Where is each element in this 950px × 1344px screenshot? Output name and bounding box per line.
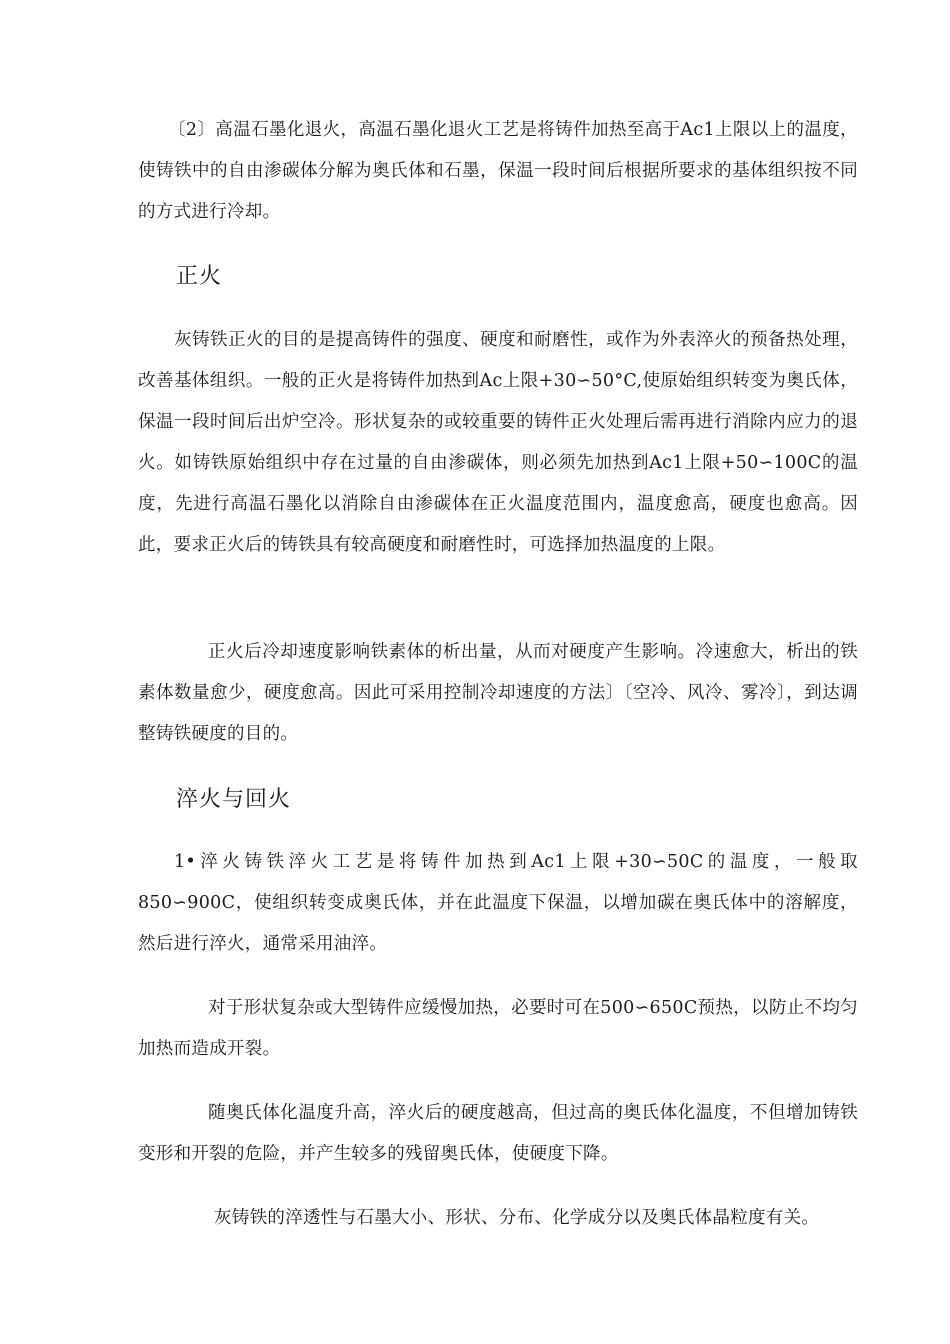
paragraph-normalizing-cooling: 正火后冷却速度影响铁素体的析出量，从而对硬度产生影响。冷速愈大，析出的铁素体数量愈少，硬度愈高。因此可采用控制冷却速度的方法〕〔空冷、风冷、雾冷〕，到达调整铸铁硬度的目的。	[138, 642, 858, 744]
paragraph-slow-heating: 对于形状复杂或大型铸件应缓慢加热，必要时可在500∽650C预热，以防止不均匀加热而造成开裂。	[138, 998, 858, 1059]
heading-normalizing: 正火	[176, 264, 223, 289]
paragraph-quenching-process: 1•淬火铸铁淬火工艺是将铸件加热到Ac1上限+30∽50C的温度，一般取850∽900C，使组织转变成奥氏体，并在此温度下保温，以增加碳在奥氏体中的溶解度，然后进行淬火，通常采用油淬。	[138, 852, 858, 954]
paragraph-austenitizing-temperature: 随奥氏体化温度升高，淬火后的硬度越高，但过高的奥氏体化温度，不但增加铸铁变形和开裂的危险，并产生较多的残留奥氏体，使硬度下降。	[138, 1103, 858, 1164]
heading-quenching-tempering: 淬火与回火	[176, 787, 292, 812]
paragraph-normalizing-purpose: 灰铸铁正火的目的是提高铸件的强度、硬度和耐磨性，或作为外表淬火的预备热处理，改善基体组织。一般的正火是将铸件加热到Ac上限+30∽50°C,使原始组织转变为奥氏体，保温一段时间后出炉空冷。形状复杂的或较重要的铸件正火处理后需再进行消除内应力的退火。如铸铁原始组织中存在过量的自由渗碳体，则必须先加热到Ac1上限+50∽100C的温度，先进行高温石墨化以消除自由渗碳体在正火温度范围内，温度愈高，硬度也愈高。因此，要求正火后的铸铁具有较高硬度和耐磨性时，可选择加热温度的上限。	[138, 330, 858, 555]
paragraph-graphitization-annealing: 〔2〕高温石墨化退火，高温石墨化退火工艺是将铸件加热至高于Ac1上限以上的温度，使铸铁中的自由渗碳体分解为奥氏体和石墨，保温一段时间后根据所要求的基体组织按不同的方式进行冷却。	[138, 120, 858, 222]
paragraph-hardenability: 灰铸铁的淬透性与石墨大小、形状、分布、化学成分以及奥氏体晶粒度有关。	[214, 1208, 820, 1228]
